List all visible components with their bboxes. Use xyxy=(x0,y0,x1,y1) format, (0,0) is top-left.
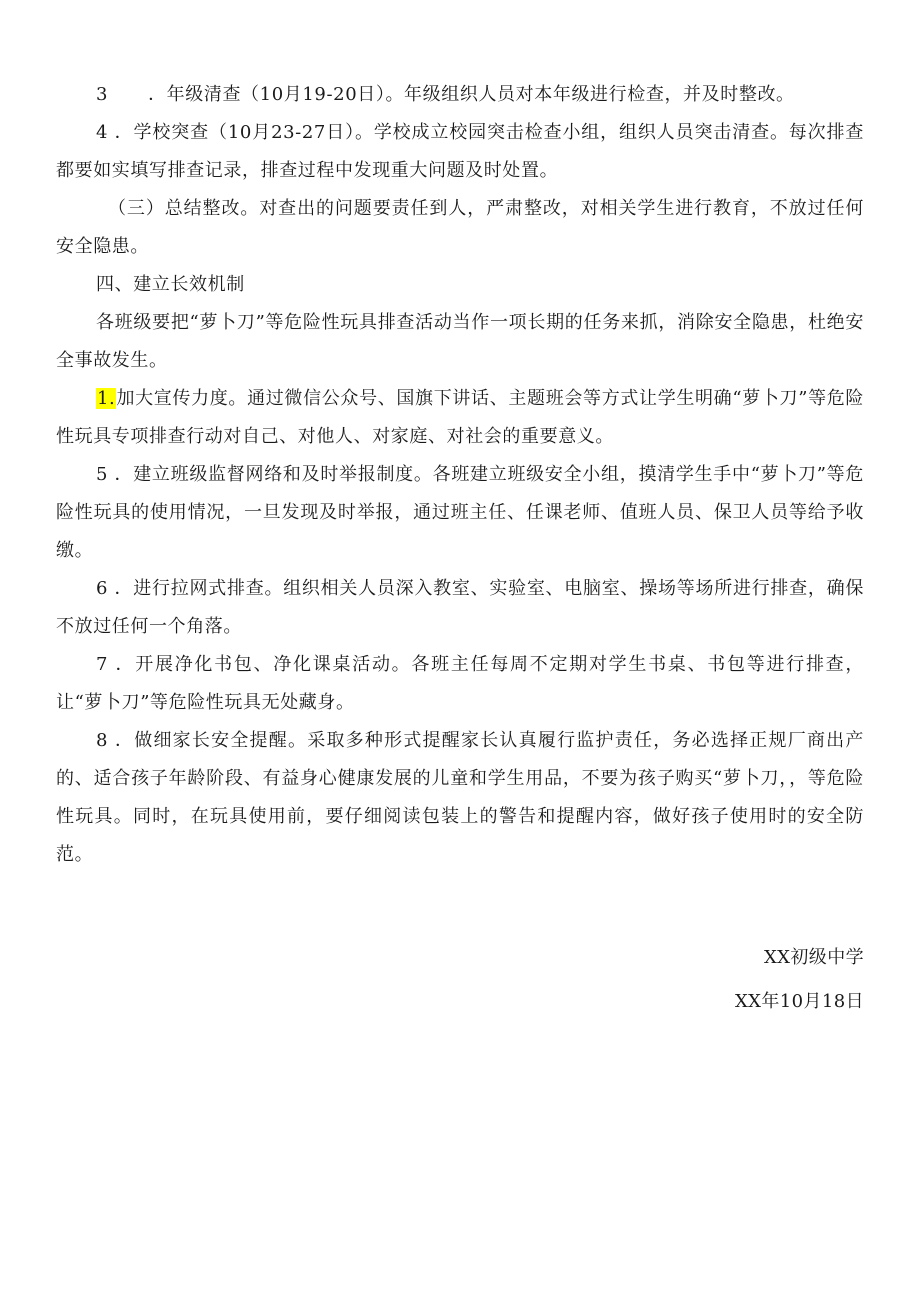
paragraph-text: 各班级要把“萝卜刀”等危险性玩具排查活动当作一项长期的任务来抓，消除安全隐患，杜绝安全事故发生。 xyxy=(56,312,864,371)
item-number: 6 xyxy=(96,578,109,599)
paragraph-measure-5 xyxy=(56,456,864,570)
paragraph-text: ．进行拉网式排查。组织相关人员深入教室、实验室、电脑室、操场等场所进行排查，确保不放过任何一个角落。 xyxy=(56,578,864,637)
paragraph-measure-7 xyxy=(56,646,864,722)
paragraph-text: ．做细家长安全提醒。采取多种形式提醒家长认真履行监护责任，务必选择正规厂商出产的、适合孩子年龄阶段、有益身心健康发展的儿童和学生用品，不要为孩子购买“萝卜刀，，等危险性玩具。同时，在玩具使用前，要仔细阅读包装上的警告和提醒内容，做好孩子使用时的安全防范。 xyxy=(56,730,864,865)
paragraph-text: ．开展净化书包、净化课桌活动。各班主任每周不定期对学生书桌、书包等进行排查，让“萝卜刀”等危险性玩具无处藏身。 xyxy=(56,654,864,713)
signature-block xyxy=(735,936,864,1024)
signature-organization: XX初级中学 xyxy=(763,947,864,968)
paragraph-item-4 xyxy=(56,114,864,190)
paragraph-measure-1 xyxy=(56,380,864,456)
paragraph-measure-6 xyxy=(56,570,864,646)
document-body xyxy=(56,76,864,874)
highlighted-item-number: 1. xyxy=(97,388,116,409)
item-number: 3 xyxy=(96,84,109,105)
item-number: 4 xyxy=(96,122,109,143)
paragraph-item-3 xyxy=(56,76,864,114)
item-number: 7 xyxy=(96,654,109,675)
paragraph-text: ．年级清查（10月19-20日）。年级组织人员对本年级进行检查，并及时整改。 xyxy=(148,84,795,105)
paragraph-text: （三）总结整改。对查出的问题要责任到人，严肃整改，对相关学生进行教育，不放过任何安全隐患。 xyxy=(56,198,864,257)
signature-date: XX年10月18日 xyxy=(734,991,864,1012)
item-number: 8 xyxy=(96,730,109,751)
paragraph-intro xyxy=(56,304,864,380)
paragraph-text: 加大宣传力度。通过微信公众号、国旗下讲话、主题班会等方式让学生明确“萝卜刀”等危险性玩具专项排查行动对自己、对他人、对家庭、对社会的重要意义。 xyxy=(56,388,864,447)
item-number: 5 xyxy=(96,464,109,485)
paragraph-measure-8 xyxy=(56,722,864,874)
section-heading-4 xyxy=(56,266,864,304)
paragraph-summary-rectify xyxy=(56,190,864,266)
heading-text: 四、建立长效机制 xyxy=(96,274,245,295)
paragraph-text: ．建立班级监督网络和及时举报制度。各班建立班级安全小组，摸清学生手中“萝卜刀”等危险性玩具的使用情况，一旦发现及时举报，通过班主任、任课老师、值班人员、保卫人员等给予收缴。 xyxy=(56,464,864,561)
paragraph-text: ．学校突查（10月23-27日）。学校成立校园突击检查小组，组织人员突击清查。每次排查都要如实填写排查记录，排查过程中发现重大问题及时处置。 xyxy=(56,122,864,181)
